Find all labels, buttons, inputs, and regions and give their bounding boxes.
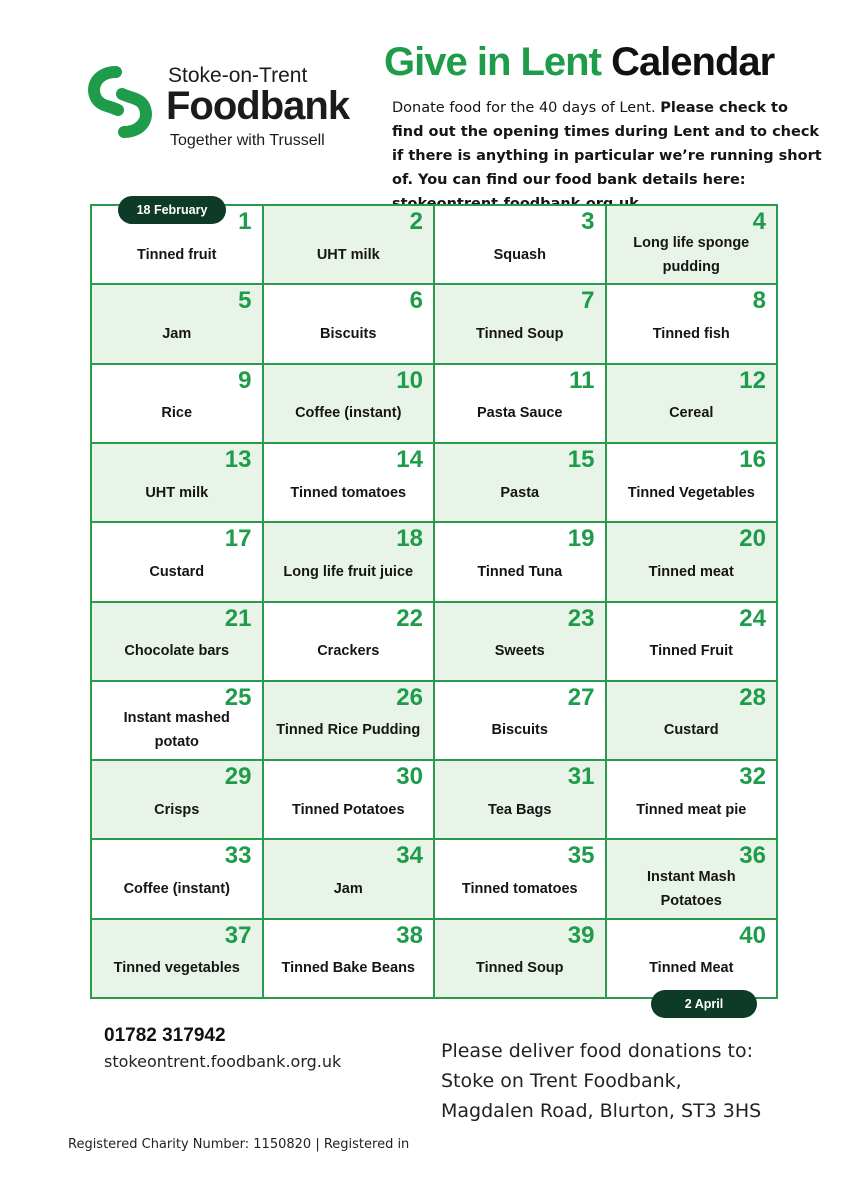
day-number: 6 [409,287,423,315]
calendar-day [92,682,262,759]
day-number: 37 [224,921,252,949]
day-number: 33 [224,842,252,870]
end-date-badge: 2 April [651,990,757,1018]
day-item: Jam [333,881,363,898]
calendar-day [92,840,262,917]
calendar-day [264,206,434,283]
day-number: 5 [238,287,252,315]
day-item: Tinned tomatoes [290,484,407,501]
day-item: Tinned Fruit [649,643,733,660]
calendar-day [607,761,777,838]
day-number: 4 [752,208,766,235]
calendar-day [264,444,434,521]
charity-number: Registered Charity Number: 1150820 | Registered in [68,1137,410,1152]
day-item: Crackers [317,643,380,660]
day-number: 25 [224,683,252,711]
day-number: 8 [752,287,766,315]
day-number: 26 [396,683,423,711]
day-item: Tinned tomatoes [461,881,578,898]
calendar-day [607,840,777,917]
calendar-day [92,920,262,997]
day-number: 1 [238,208,252,235]
day-item: Long life sponge pudding [633,234,750,275]
day-number: 23 [567,604,595,632]
calendar-day [435,523,605,600]
day-item: Custard [663,722,719,739]
calendar-day [92,523,262,600]
title-green: Give in Lent [384,40,601,84]
day-number: 28 [739,683,766,711]
day-number: 20 [739,525,766,553]
day-number: 15 [567,445,595,473]
day-item: Tinned fish [652,325,730,342]
day-number: 35 [567,842,595,870]
calendar-day [264,682,434,759]
day-number: 30 [396,763,423,791]
day-item: Pasta [500,484,540,501]
day-item: Tinned Bake Beans [281,960,415,977]
calendar-day [264,840,434,917]
day-number: 32 [739,763,766,791]
day-item: Tinned vegetables [113,960,240,977]
day-item: Biscuits [491,722,548,739]
day-item: Tinned Potatoes [291,801,405,818]
day-number: 17 [224,525,252,553]
day-number: 34 [396,842,423,870]
intro-bold: Please check to find out the opening times during Lent and to check if there is anything in particular we’re running short of. You can find our food bank details here: [392,100,822,188]
day-item: Instant mashed potato [123,710,230,751]
day-number: 7 [581,287,595,315]
day-number: 16 [739,445,766,473]
calendar-day [264,285,434,362]
calendar-day [607,206,777,283]
day-item: Jam [162,325,192,342]
foodbank-logo [84,62,374,162]
calendar-day [435,682,605,759]
calendar-day [607,523,777,600]
intro-text [392,96,822,216]
day-item: Tinned meat pie [636,801,747,818]
day-number: 19 [567,525,595,553]
day-item: Squash [493,246,546,263]
calendar-day [607,682,777,759]
day-number: 11 [569,366,595,394]
day-item: UHT milk [145,484,209,501]
day-number: 39 [567,921,595,949]
day-number: 12 [739,366,766,394]
day-number: 22 [396,604,423,632]
day-item: Sweets [494,643,545,660]
day-number: 21 [224,604,252,632]
calendar-day [264,365,434,442]
day-item: Instant Mash Potatoes [646,869,736,910]
day-number: 29 [224,763,252,791]
calendar-day [607,444,777,521]
day-item: Tea Bags [488,801,552,818]
day-item: Tinned fruit [137,246,217,263]
title-dark: Calendar [611,40,775,84]
day-item: Crisps [154,801,200,818]
day-number: 31 [567,763,595,791]
day-item: Tinned Vegetables [627,484,755,501]
day-number: 36 [739,842,766,870]
calendar-day [435,365,605,442]
calendar-day [435,761,605,838]
calendar-day [435,206,605,283]
day-number: 24 [739,604,766,632]
calendar-day [264,761,434,838]
day-item: Coffee (instant) [123,881,230,898]
day-item: Tinned Soup [475,325,564,342]
day-item: Chocolate bars [124,643,230,660]
day-number: 3 [581,208,595,235]
calendar-day [607,920,777,997]
day-number: 40 [739,921,766,949]
day-item: Tinned Rice Pudding [276,722,421,739]
day-number: 10 [396,366,423,394]
calendar-day [92,761,262,838]
calendar-day [92,285,262,362]
calendar-day [435,920,605,997]
day-item: Biscuits [320,325,377,342]
day-item: Pasta Sauce [477,405,563,422]
day-number: 14 [396,445,423,473]
calendar-day [435,840,605,917]
calendar-day [607,603,777,680]
day-item: Rice [161,405,193,422]
website-link[interactable]: stokeontrent.foodbank.org.uk [104,1052,342,1071]
day-item: UHT milk [316,246,380,263]
calendar-day [435,444,605,521]
logo-tagline: Together with Trussell [170,132,325,149]
calendar-day [607,365,777,442]
day-number: 27 [567,683,595,711]
deliver-line-1: Please deliver food donations to: [441,1040,754,1062]
day-item: Custard [149,563,205,580]
logo-name: Foodbank [166,84,350,128]
day-number: 2 [409,208,423,235]
day-item: Cereal [669,405,714,422]
phone-number: 01782 317942 [104,1025,226,1046]
calendar-day [264,920,434,997]
deliver-line-3: Magdalen Road, Blurton, ST3 3HS [441,1100,762,1122]
calendar-day [92,365,262,442]
calendar-day [92,444,262,521]
day-item: Long life fruit juice [283,563,414,580]
day-item: Tinned Meat [649,960,734,977]
intro-normal: Donate food for the 40 days of Lent. [392,100,656,116]
day-number: 9 [238,366,252,394]
logo-city: Stoke-on-Trent [168,64,308,87]
day-item: Tinned Tuna [477,563,563,580]
calendar-day [264,523,434,600]
deliver-line-2: Stoke on Trent Foodbank, [441,1070,682,1092]
calendar-day [435,603,605,680]
delivery-address [441,1036,761,1126]
day-item: Tinned Soup [475,960,564,977]
foodbank-swirl-icon [84,66,156,138]
calendar-day [92,603,262,680]
calendar-day [435,285,605,362]
lent-calendar-grid [90,204,778,999]
day-number: 38 [396,921,423,949]
day-item: Coffee (instant) [295,405,402,422]
start-date-badge: 18 February [118,196,226,224]
calendar-day [607,285,777,362]
day-number: 18 [396,525,423,553]
calendar-day [264,603,434,680]
day-number: 13 [224,445,252,473]
page-title [384,40,774,85]
day-item: Tinned meat [648,563,734,580]
